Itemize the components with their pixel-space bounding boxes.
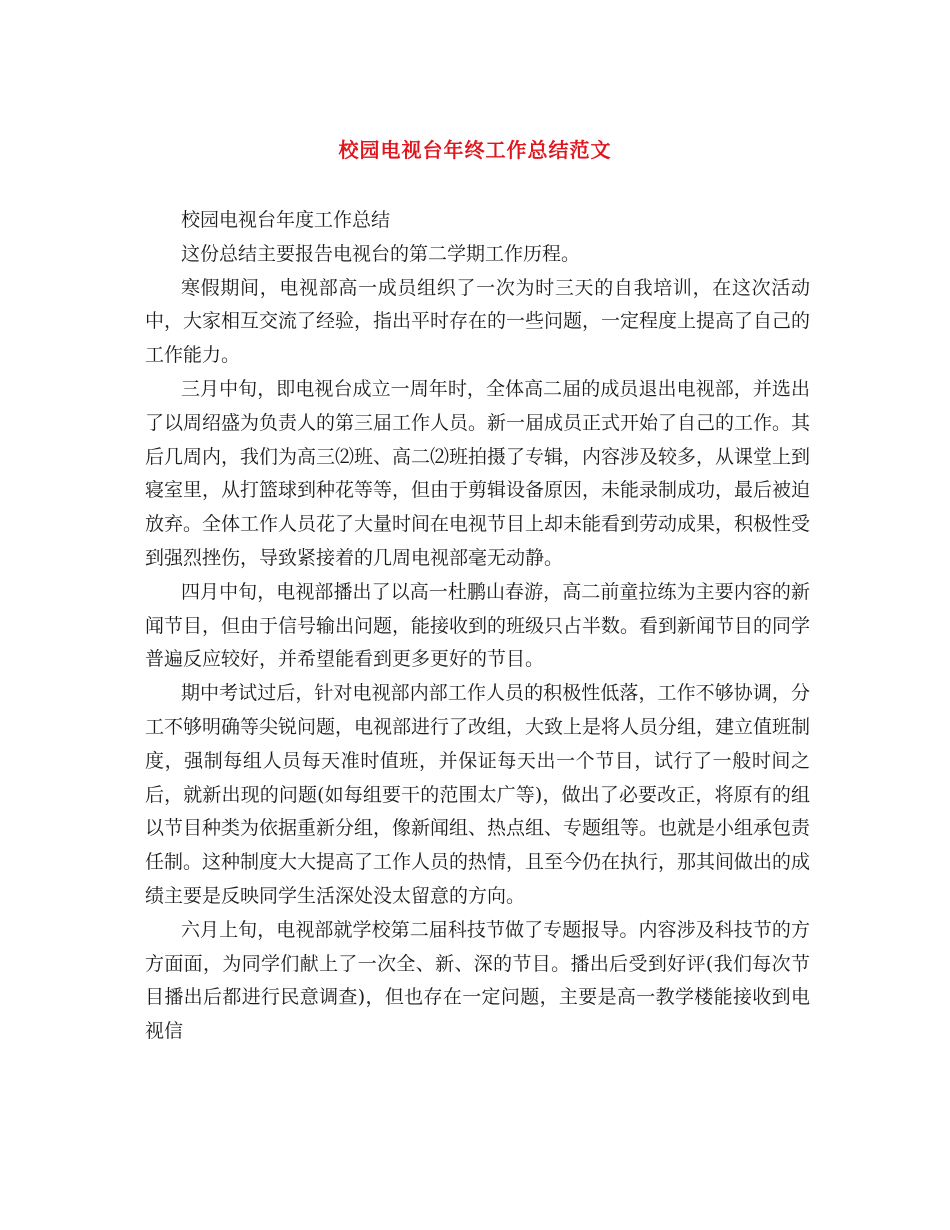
paragraph-winter-break: 寒假期间，电视部高一成员组织了一次为时三天的自我培训，在这次活动中，大家相互交流了经验，指出平时存在的一些问题，一定程度上提高了自己的工作能力。 xyxy=(145,276,811,367)
paragraph-heading: 校园电视台年度工作总结 xyxy=(181,209,391,231)
paragraph-april: 四月中旬，电视部播出了以高一杜鹏山春游，高二前童拉练为主要内容的新闻节目，但由于信号输出问题，能接收到的班级只占半数。看到新闻节目的同学普遍反应较好，并希望能看到更多更好的节目。 xyxy=(145,580,811,671)
paragraph-intro: 这份总结主要报告电视台的第二学期工作历程。 xyxy=(181,242,581,265)
document-body xyxy=(145,204,810,1049)
paragraph-march: 三月中旬，即电视台成立一周年时，全体高二届的成员退出电视部，并选出了以周绍盛为负责人的第三届工作人员。新一届成员正式开始了自己的工作。其后几周内，我们为高三⑵班、高二⑵班拍摄了专辑，内容涉及较多，从课堂上到寝室里，从打篮球到种花等等，但由于剪辑设备原因，未能录制成功，最后被迫放弃。全体工作人员花了大量时间在电视节目上却未能看到劳动成果，积极性受到强烈挫伤，导致紧接着的几周电视部毫无动静。 xyxy=(145,377,811,569)
paragraph-midterm: 期中考试过后，针对电视部内部工作人员的积极性低落，工作不够协调，分工不够明确等尖锐问题，电视部进行了改组，大致上是将人员分组，建立值班制度，强制每组人员每天准时值班，并保证每天出一个节目，试行了一般时间之后，就新出现的问题(如每组要干的范围太广等)，做出了必要改正，将原有的组以节目种类为依据重新分组，像新闻组、热点组、专题组等。也就是小组承包责任制。这种制度大大提高了工作人员的热情，且至今仍在执行，那其间做出的成绩主要是反映同学生活深处没太留意的方向。 xyxy=(145,682,811,907)
document-title: 校园电视台年终工作总结范文 xyxy=(338,138,612,162)
paragraph-june: 六月上旬，电视部就学校第二届科技节做了专题报导。内容涉及科技节的方方面面，为同学们献上了一次全、新、深的节目。播出后受到好评(我们每次节目播出后都进行民意调查)，但也存在一定问题，主要是高一教学楼能接收到电视信 xyxy=(145,918,810,1043)
